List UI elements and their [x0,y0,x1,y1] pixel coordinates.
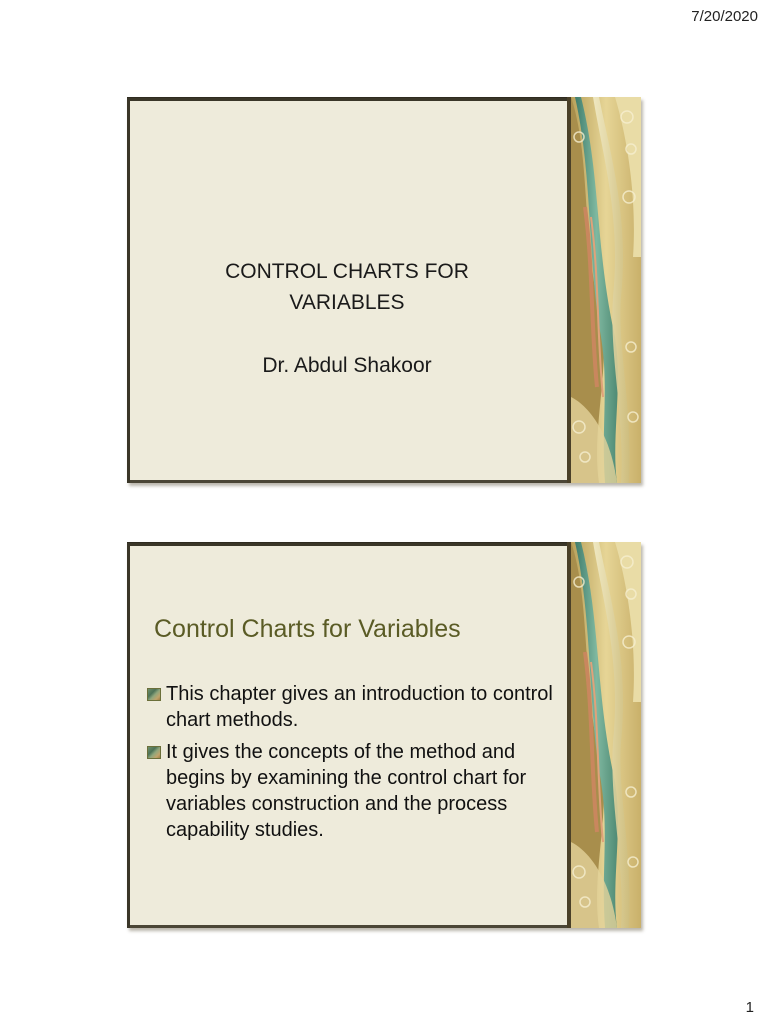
bullet-text: This chapter gives an introduction to control chart methods. [166,683,553,731]
page-number: 1 [745,999,754,1016]
author-name: Dr. Abdul Shakoor [262,354,432,377]
list-item [145,739,555,843]
bullet-text: It gives the concepts of the method and begins by examining the control chart for variables construction and the process capability studies. [166,741,527,841]
slide-content [127,542,641,928]
floral-pattern-image [571,542,641,928]
title-line: CONTROL CHARTS FOR [225,260,469,283]
title-line: VARIABLES [289,291,405,314]
square-bullet-icon [147,688,161,701]
slide-title [127,97,641,483]
decorative-floral-border [567,542,641,928]
page-date: 7/20/2020 [691,8,758,25]
slide-body [127,97,567,483]
bullet-list [145,681,555,849]
slide-heading: Control Charts for Variables [154,615,461,643]
decorative-floral-border [567,97,641,483]
floral-pattern-image [571,97,641,483]
slide-title-text [127,256,567,318]
square-bullet-icon [147,746,161,759]
slide-body [127,542,567,928]
list-item [145,681,555,733]
